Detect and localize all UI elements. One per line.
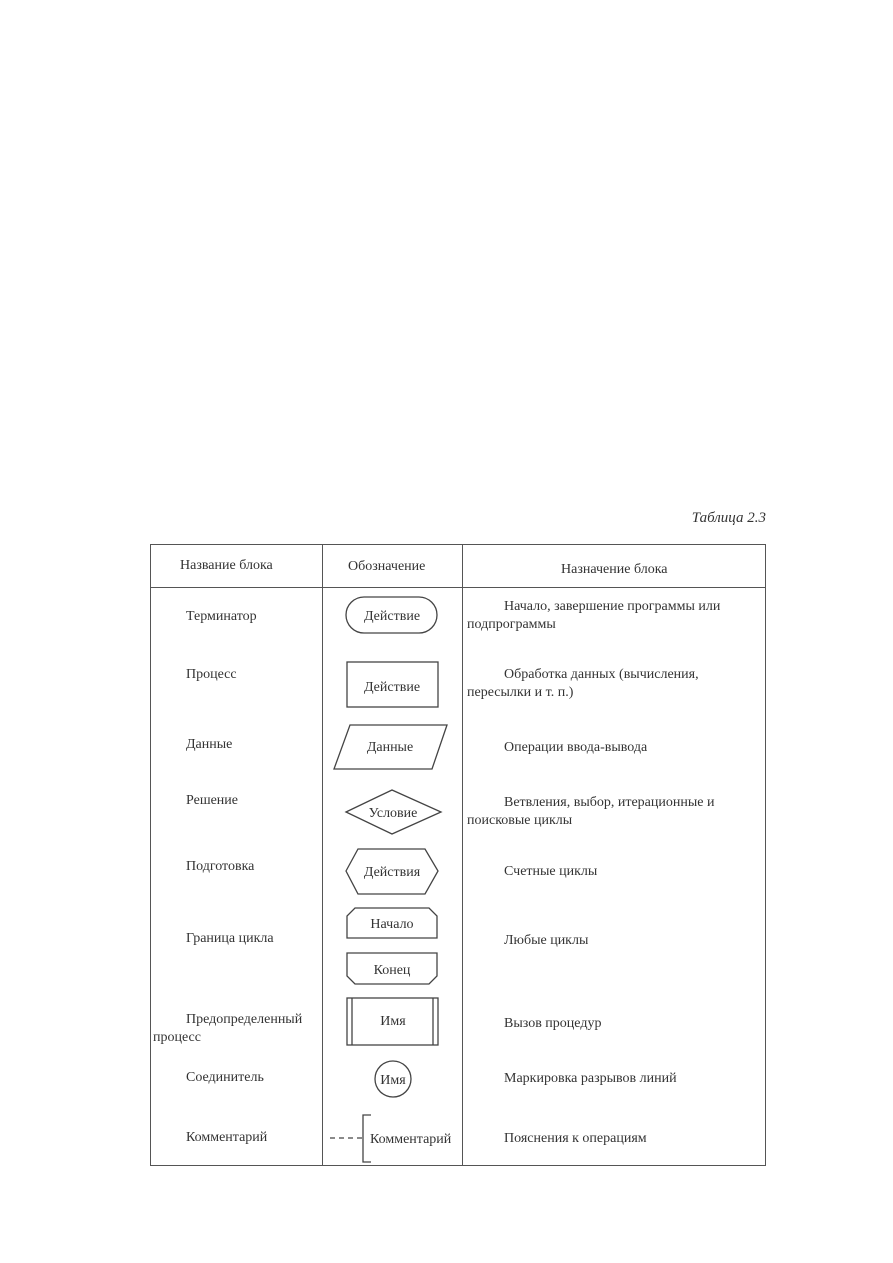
- header-symbol: Обозначение: [348, 559, 426, 574]
- block-name-terminator: Терминатор: [186, 609, 257, 624]
- block-name-predefined-process: Предопределенный процесс: [153, 1012, 303, 1045]
- block-name-data: Данные: [186, 737, 233, 752]
- block-purpose-loop-limit: Любые циклы: [504, 933, 589, 948]
- loop-start-symbol: [322, 905, 462, 955]
- block-purpose-connector: Маркировка разрывов линий: [504, 1071, 677, 1086]
- terminator-symbol-label: Действие: [363, 609, 421, 624]
- flowchart-symbols-table: [150, 544, 766, 1166]
- decision-symbol-label: Условие: [368, 806, 418, 821]
- block-name-comment: Комментарий: [186, 1130, 268, 1145]
- block-name-process: Процесс: [186, 667, 237, 682]
- block-name-loop-limit: Граница цикла: [186, 931, 274, 946]
- block-purpose-comment: Пояснения к операциям: [504, 1131, 647, 1146]
- comment-symbol: [322, 1113, 462, 1163]
- connector-symbol-label: Имя: [380, 1073, 406, 1088]
- header-name: Название блока: [180, 558, 273, 573]
- process-symbol: [322, 658, 462, 708]
- block-purpose-decision: Ветвления, выбор, итерационные и поисковые циклы: [467, 795, 715, 828]
- process-symbol-label: Действие: [363, 680, 421, 695]
- column-divider: [462, 545, 463, 1165]
- preparation-symbol-label: Действия: [363, 865, 421, 880]
- data-symbol-label: Данные: [366, 740, 414, 755]
- header-purpose: Назначение блока: [561, 562, 668, 577]
- block-purpose-predefined-process: Вызов процедур: [504, 1016, 602, 1031]
- block-name-decision: Решение: [186, 793, 239, 808]
- block-purpose-preparation: Счетные циклы: [504, 864, 598, 879]
- predefined-process-symbol-label: Имя: [380, 1014, 406, 1029]
- loop-start-symbol-label: Начало: [370, 917, 414, 932]
- table-caption: Таблица 2.3: [691, 510, 766, 526]
- header-divider: [151, 587, 765, 588]
- connector-symbol: [322, 1055, 462, 1105]
- comment-symbol-label: Комментарий: [370, 1132, 452, 1147]
- block-purpose-process: Обработка данных (вычисления, пересылки и т. п.): [467, 667, 699, 700]
- decision-symbol: [322, 785, 462, 835]
- loop-end-symbol-label: Конец: [373, 963, 411, 978]
- loop-end-symbol: [322, 950, 462, 1000]
- terminator-symbol: [322, 592, 462, 642]
- block-purpose-terminator: Начало, завершение программы или подпрограммы: [467, 599, 721, 632]
- data-symbol: [322, 720, 462, 770]
- block-name-connector: Соединитель: [186, 1070, 264, 1085]
- preparation-symbol: [322, 846, 462, 896]
- block-name-preparation: Подготовка: [186, 859, 255, 874]
- block-purpose-data: Операции ввода-вывода: [504, 740, 648, 755]
- predefined-process-symbol: [322, 995, 462, 1045]
